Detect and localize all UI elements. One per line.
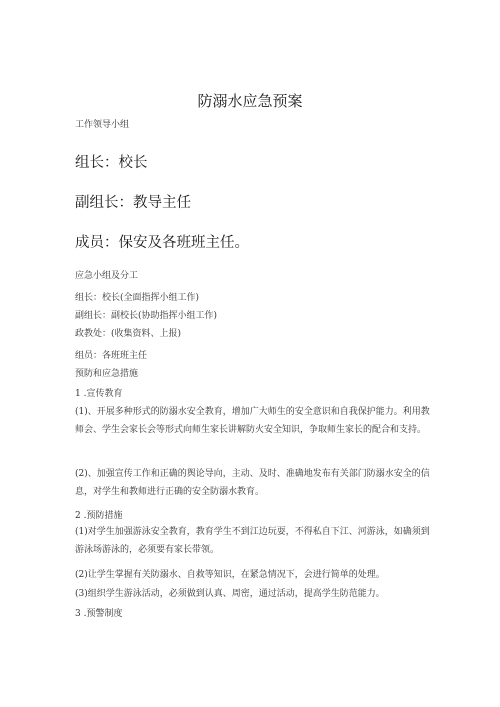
section2-item3: (3)组织学生游泳活动，必须做到认真、周密，通过活动，提高学生防范能力。 xyxy=(75,589,385,599)
section2-item2: (2)让学生掌握有关防溺水、自救等知识，在紧急情况下，会进行简单的处理。 xyxy=(75,570,385,580)
leadership-heading: 工作领导小组 xyxy=(75,120,130,130)
section2-heading: 2 .预防措施 xyxy=(75,511,123,521)
section2-item1: (1)对学生加强游泳安全教育，教育学生不到江边玩耍，不得私自下江、河游泳，如确须到游泳场游泳的，必须要有家长带领。 xyxy=(75,527,430,555)
role-deputy: 副组长：副校长(协助指挥小组工作) xyxy=(75,311,218,321)
section3-heading: 3 .预警制度 xyxy=(75,609,123,619)
section1-heading: 1 .宣传教育 xyxy=(75,389,123,399)
role-leader: 组长：校长(全面指挥小组工作) xyxy=(75,293,200,303)
role-members: 组员：各班班主任 xyxy=(75,351,148,361)
emergency-heading: 应急小组及分工 xyxy=(75,271,139,281)
section1-item2: (2)、加强宣传工作和正确的舆论导向，主动、及时、准确地发布有关部门防溺水安全的信息，对学生和教师进行正确的安全防溺水教育。 xyxy=(75,469,430,497)
prevention-heading: 预防和应急措施 xyxy=(75,369,139,379)
section1-item1: (1)、开展多种形式的防溺水安全教育，增加广大师生的安全意识和自我保护能力。利用教师会、学生会家长会等形式向师生家长讲解防火安全知识，争取师生家长的配合和支持。 xyxy=(75,407,430,435)
leader-line: 组长：校长 xyxy=(75,155,148,171)
role-political: 政教处：(收集资料、上报) xyxy=(75,329,182,339)
document-title: 防溺水应急预案 xyxy=(197,92,303,110)
deputy-line: 副组长：教导主任 xyxy=(75,195,191,211)
members-line: 成员：保安及各班班主任。 xyxy=(75,235,249,251)
